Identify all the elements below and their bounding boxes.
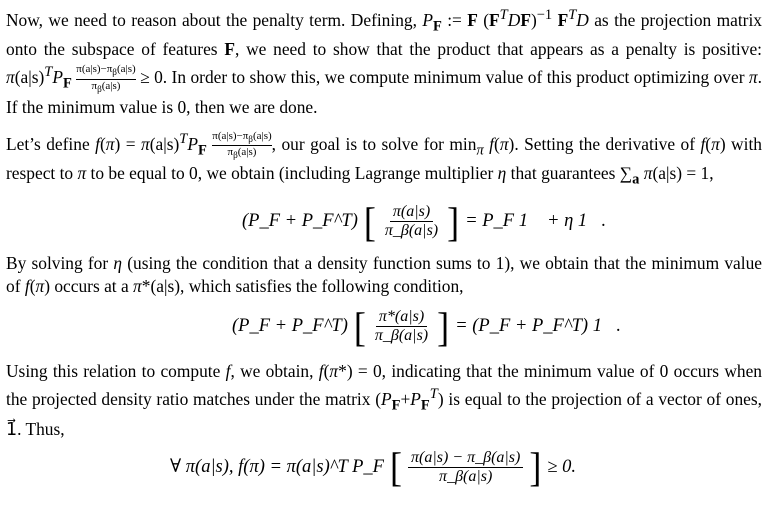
- eq1-rhs: = P_F 1⃗ + η 1⃗.: [465, 211, 607, 232]
- eq1-denominator: π_β(a|s): [384, 222, 439, 240]
- paper-page: [6, 4, 762, 499]
- eq3-denominator: π_β(a|s): [439, 467, 493, 485]
- eq2-lhs: (P_F + P_F^T): [232, 316, 348, 337]
- eq2-bracket-right: ]: [437, 303, 450, 350]
- eq1-fraction: [382, 203, 441, 240]
- eq1-numerator: π(a|s): [390, 203, 433, 222]
- eq2-denominator: π_β(a|s): [374, 327, 429, 345]
- eq1-lhs: (P_F + P_F^T): [242, 211, 358, 232]
- eq3-rhs: ≥ 0.: [547, 456, 577, 477]
- paragraph-define-f: Let’s define $f(\pi) = \pi(a|s)^TP_F$ $\frac{\pi(a|s)-\pi_\beta(a|s)}{\pi_\beta(a|s)}$ , our goal is to solve for $\min_\pi f(\pi)$. Setting the derivative of f(π) with respect to π to be equal to 0, we obtain (including Lagrange multiplier η that guarantees $\sum_a$ π(a|s) = 1,: [6, 129, 762, 188]
- equation-final: [6, 441, 762, 499]
- eq3-fraction: [408, 449, 523, 486]
- paragraph-penalty-term: Now, we need to reason about the penalty term. Defining, $P_F$ := F $(F^TDF)^{-1}$ $F^TD$ as the projection matrix onto the subspace of features F, we need to show that the product that appears as a penalty is positive: $\pi(a|s)^TP_F$ $\frac{\pi(a|s)-\pi_\beta(a|s)}{\pi_\beta(a|s)}$ ≥ 0. In order to show this, we compute minimum value of this product optimizing over π. If the minimum value is 0, then we are done.: [6, 7, 762, 117]
- equation-condition: [6, 298, 762, 356]
- eq1-bracket-right: ]: [447, 198, 460, 245]
- paragraph-solving-eta: By solving for η (using the condition that a density function sums to 1), we obtain that the minimum value of f(π) occurs at a π*(a|s), which satisfies the following condition,: [6, 253, 763, 297]
- eq3-bracket-right: ]: [529, 444, 542, 491]
- eq2-numerator: π*(a|s): [376, 308, 427, 327]
- eq2-rhs: = (P_F + P_F^T) 1⃗.: [455, 316, 621, 337]
- eq3-bracket-left: [: [390, 444, 402, 491]
- paragraph-conclusion: Using this relation to compute f, we obtain, f(π*) = 0, indicating that the minimum value of 0 occurs when the projected density ratio matches under the matrix $(P_F+P_F^T)$ is equal to the projection of a vector of ones, 1⃗. Thus,: [6, 361, 762, 439]
- eq3-numerator: π(a|s) − π_β(a|s): [408, 449, 523, 468]
- eq2-fraction: [372, 308, 431, 345]
- eq3-lhs: ∀ π(a|s), f(π) = π(a|s)^T P_F: [170, 457, 384, 478]
- eq2-bracket-left: [: [353, 303, 366, 350]
- equation-derivative: [6, 191, 762, 249]
- eq1-bracket-left: [: [363, 198, 376, 245]
